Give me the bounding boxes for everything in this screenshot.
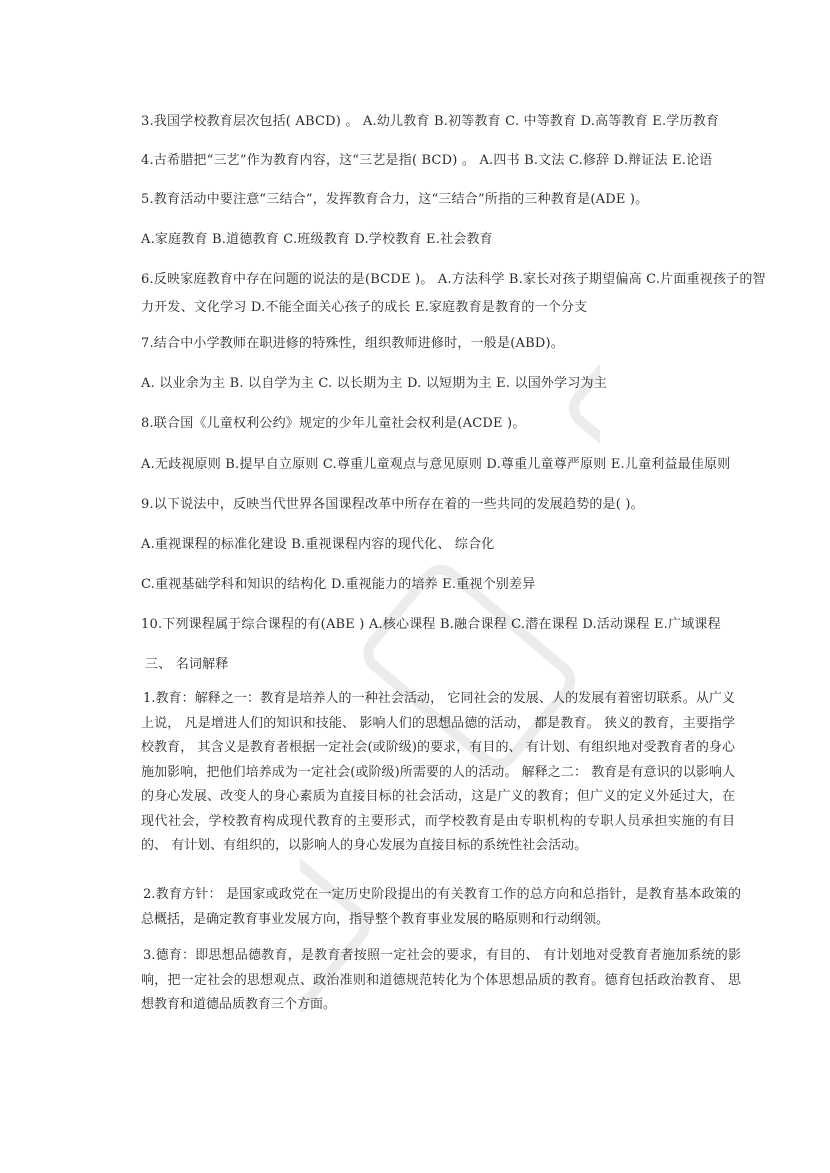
question-4: 4.古希腊把“三艺”作为教育内容，这“三艺是指( BCD) 。 A.四书 B.文法 C.修辞 D.辩证法 E.论语 (141, 153, 713, 168)
question-3: 3.我国学校教育层次包括( ABCD) 。 A.幼儿教育 B.初等教育 C. 中等教育 D.高等教育 E.学历教育 (141, 114, 720, 129)
section-heading: 三、 名词解释 (145, 657, 229, 672)
definition-education: 1.教育：解释之一：教育是培养人的一种社会活动， 它同社会的发展、人的发展有着密切联系。从广义上说， 凡是增进人们的知识和技能、 影响人们的思想品德的活动， 都是教育。 狭义的教育，主要指学校教育， 其含义是教育者根据一定社会(或阶级)的要求，有目的、 有计划、有组织地对受教育者的身心施加影响，把他们培养成为一定社会(或阶级)所需要的人的活动。 解释之二： 教育是有意识的以影响人的身心发展、改变人的身心素质为直接目标的社会活动，这是广义的教育；但广义的定义外延过大，在现代社会，学校教育构成现代教育的主要形式，而学校教育是由专职机构的专职人员承担实施的有目的、 有计划、有组织的，以影响人的身心发展为直接目标的系统性社会活动。 (141, 691, 735, 853)
question-8-options: A.无歧视原则 B.提早自立原则 C.尊重儿童观点与意见原则 D.尊重儿童尊严原则 E.儿童利益最佳原则 (141, 457, 731, 472)
question-7: 7.结合中小学教师在职进修的特殊性，组织教师进修时，一般是(ABD)。 (141, 336, 564, 351)
question-5-options: A.家庭教育 B.道德教育 C.班级教育 D.学校教育 E.社会教育 (141, 232, 493, 247)
definition-education-policy: 2.教育方针： 是国家或政党在一定历史阶段提出的有关教育工作的总方向和总指针，是教育基本政策的总概括，是确定教育事业发展方向，指导整个教育事业发展的略原则和行动纲领。 (141, 887, 741, 927)
definition-moral-education: 3.德育：即思想品德教育，是教育者按照一定社会的要求，有目的、 有计划地对受教育者施加系统的影响，把一定社会的思想观点、政治准则和道德规范转化为个体思想品质的教育。德育包括政治教育、 思想教育和道德品质教育三个方面。 (141, 948, 741, 1012)
question-7-options: A. 以业余为主 B. 以自学为主 C. 以长期为主 D. 以短期为主 E. 以国外学习为主 (141, 376, 607, 391)
question-8: 8.联合国《儿童权利公约》规定的少年儿童社会权利是(ACDE )。 (141, 416, 526, 431)
question-9: 9.以下说法中，反映当代世界各国课程改革中所存在着的一些共同的发展趋势的是( )。 (141, 497, 644, 512)
question-6-continued: 力开发、文化学习 D.不能全面关心孩子的成长 E.家庭教育是教育的一个分支 (141, 300, 588, 315)
question-6: 6.反映家庭教育中存在问题的说法的是(BCDE )。 A.方法科学 B.家长对孩子期望偏高 C.片面重视孩子的智 (141, 272, 766, 287)
question-5: 5.教育活动中要注意“三结合”，发挥教育合力，这“三结合”所指的三种教育是(ADE )。 (141, 192, 649, 207)
question-9-options-b: C.重视基础学科和知识的结构化 D.重视能力的培养 E.重视个别差异 (141, 577, 536, 592)
question-10: 10.下列课程属于综合课程的有(ABE ) A.核心课程 B.融合课程 C.潜在课程 D.活动课程 E.广域课程 (141, 617, 721, 632)
question-9-options-a: A.重视课程的标准化建设 B.重视课程内容的现代化、 综合化 (141, 537, 495, 552)
